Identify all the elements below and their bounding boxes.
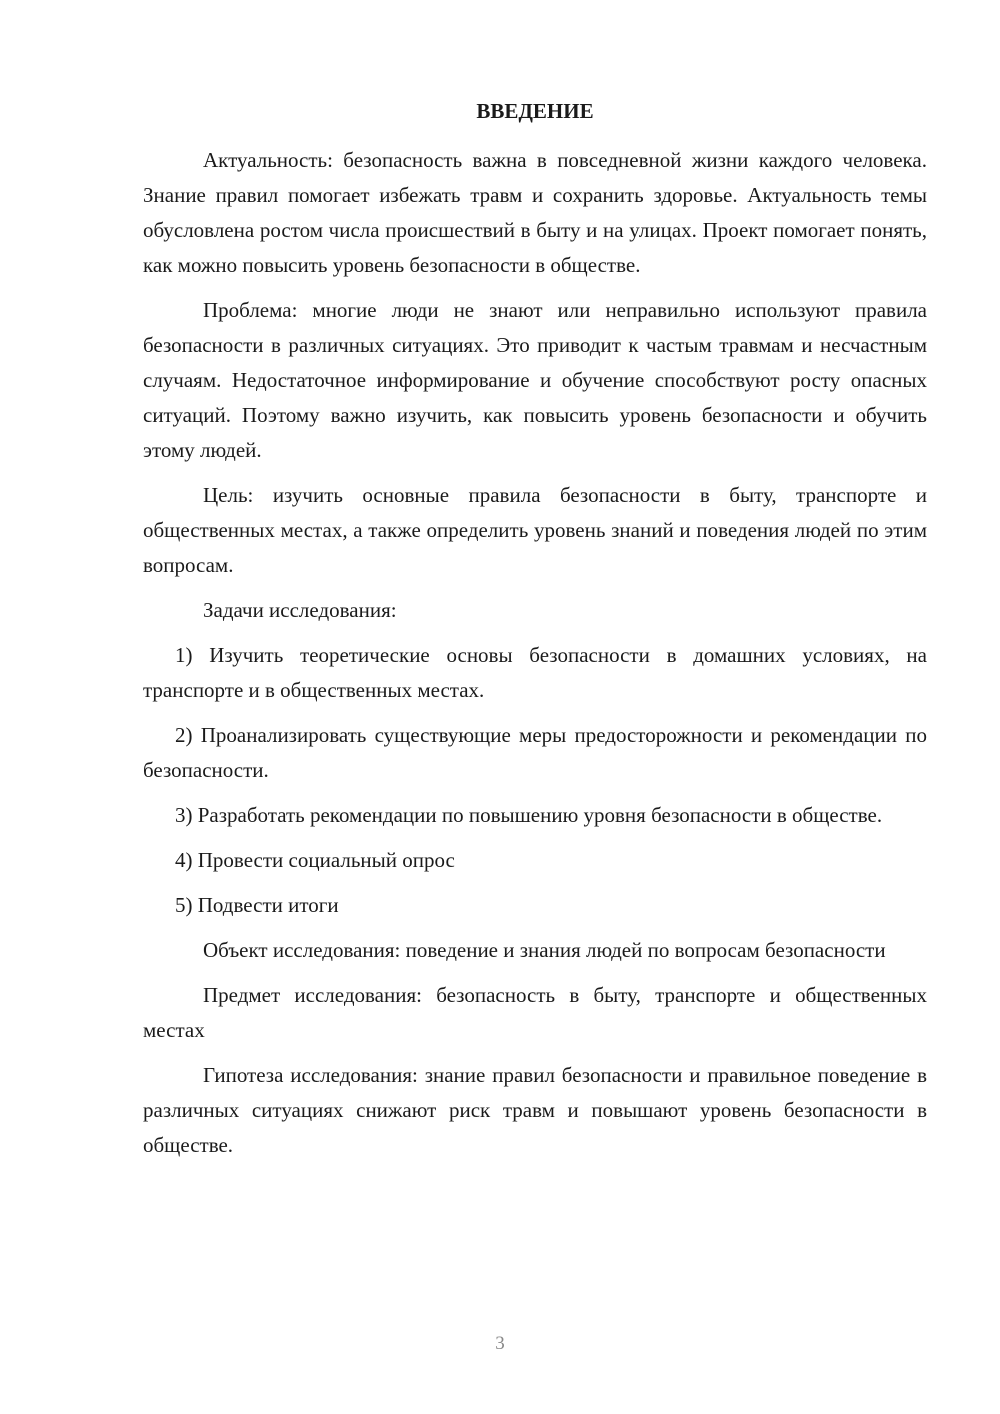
paragraph-relevance: Актуальность: безопасность важна в повседневной жизни каждого человека. Знание правил помогает избежать травм и сохранить здоровье. Актуальность темы обусловлена ростом числа происшествий в быту и на улицах. Проект помогает понять, как можно повысить уровень безопасности в обществе. xyxy=(143,148,927,277)
paragraph-hypothesis: Гипотеза исследования: знание правил безопасности и правильное поведение в различных ситуациях снижают риск травм и повышают уровень безопасности в обществе. xyxy=(143,1063,927,1157)
paragraph-problem: Проблема: многие люди не знают или неправильно используют правила безопасности в различных ситуациях. Это приводит к частым травмам и несчастным случаям. Недостаточное информирование и обучение способствуют росту опасных ситуаций. Поэтому важно изучить, как повысить уровень безопасности и обучить этому людей. xyxy=(143,298,927,462)
task-item-2: 2) Проанализировать существующие меры предосторожности и рекомендации по безопасности. xyxy=(143,723,927,782)
task-item-3: 3) Разработать рекомендации по повышению уровня безопасности в обществе. xyxy=(175,803,883,827)
tasks-list xyxy=(143,638,927,923)
task-item-4: 4) Провести социальный опрос xyxy=(175,848,455,872)
paragraph-goal: Цель: изучить основные правила безопасности в быту, транспорте и общественных местах, а также определить уровень знаний и поведения людей по этим вопросам. xyxy=(143,483,927,577)
page-number: 3 xyxy=(495,1333,505,1354)
page-title: ВВЕДЕНИЕ xyxy=(476,99,594,123)
task-item-5: 5) Подвести итоги xyxy=(175,893,339,917)
page-content xyxy=(143,94,927,1173)
tasks-heading: Задачи исследования: xyxy=(203,598,397,622)
paragraph-subject: Предмет исследования: безопасность в быту, транспорте и общественных местах xyxy=(143,983,927,1042)
paragraph-object: Объект исследования: поведение и знания людей по вопросам безопасности xyxy=(203,938,886,962)
task-item-1: 1) Изучить теоретические основы безопасности в домашних условиях, на транспорте и в общественных местах. xyxy=(143,643,927,702)
